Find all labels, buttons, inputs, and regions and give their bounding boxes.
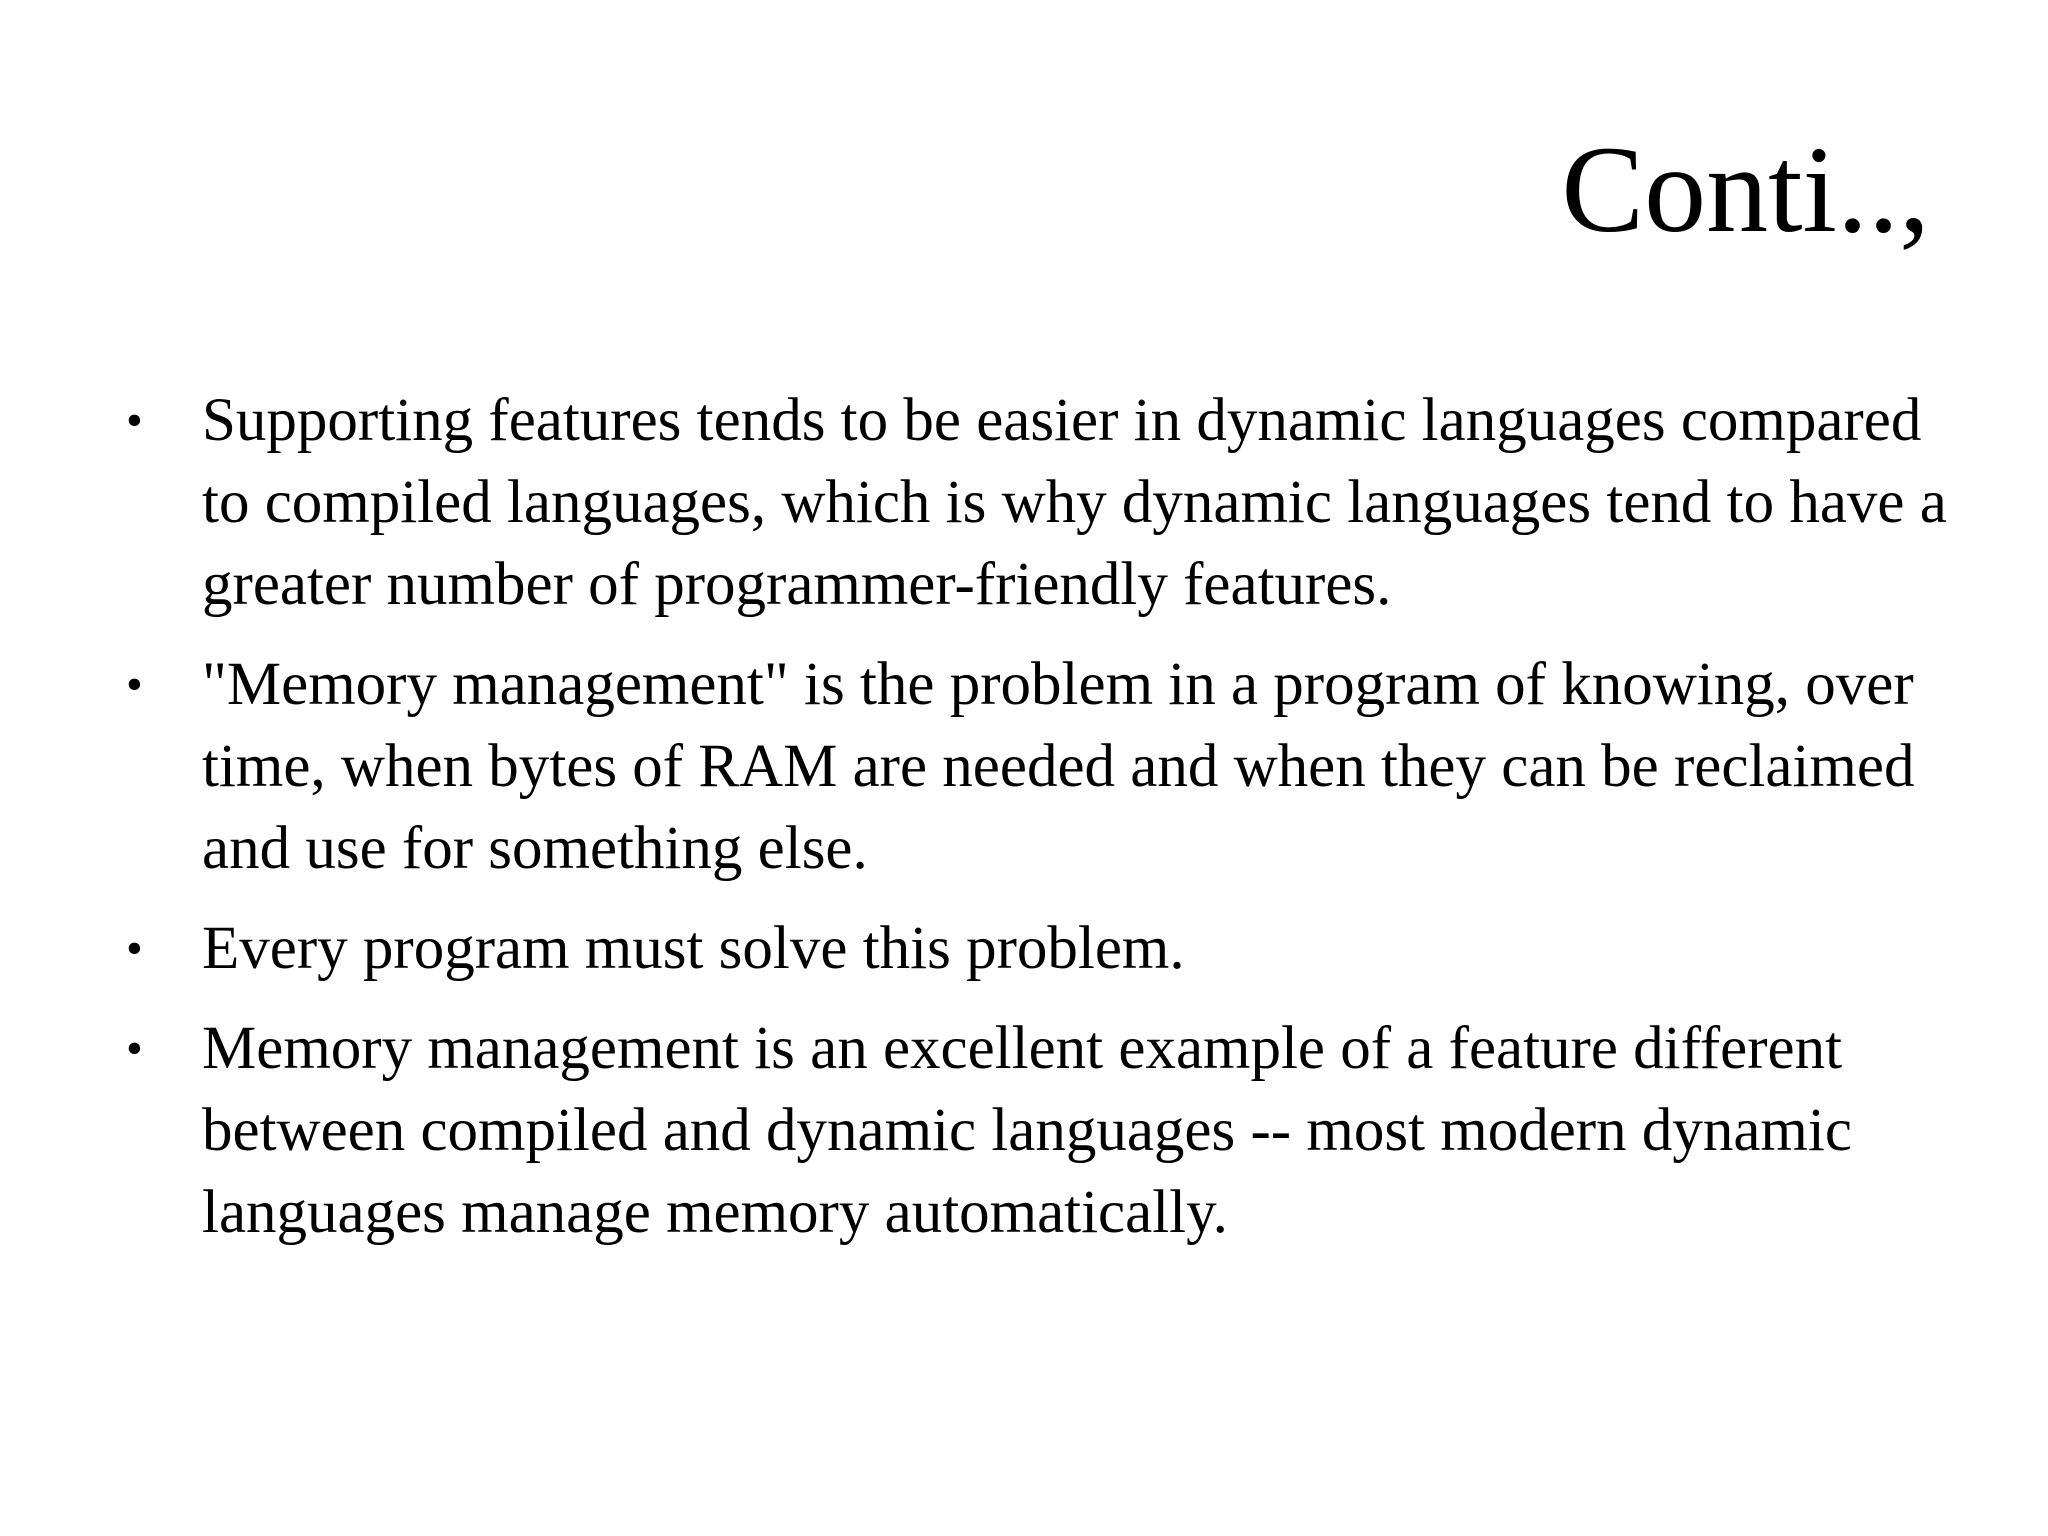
bullet-item [126,380,1948,626]
bullet-item [126,644,1948,890]
bullet-marker: • [126,394,143,447]
bullet-marker: • [126,1022,143,1075]
bullet-item [126,1008,1948,1254]
bullet-list [126,380,1948,1272]
bullet-text: "Memory management" is the problem in a program of knowing, over time, when bytes of RAM are needed and when they can be reclaimed and use for something else. [202,651,1915,882]
bullet-text: Memory management is an excellent example of a feature different between compiled and dynamic languages -- most modern dynamic languages manage memory automatically. [202,1015,1852,1246]
bullet-item [126,908,1948,990]
bullet-marker: • [126,922,143,975]
bullet-text: Every program must solve this problem. [202,915,1185,982]
bullet-marker: • [126,658,143,711]
slide-title: Conti.., [1561,121,1930,258]
bullet-text: Supporting features tends to be easier in dynamic languages compared to compiled languages, which is why dynamic languages tend to have a greater number of programmer-friendly features. [202,387,1947,618]
